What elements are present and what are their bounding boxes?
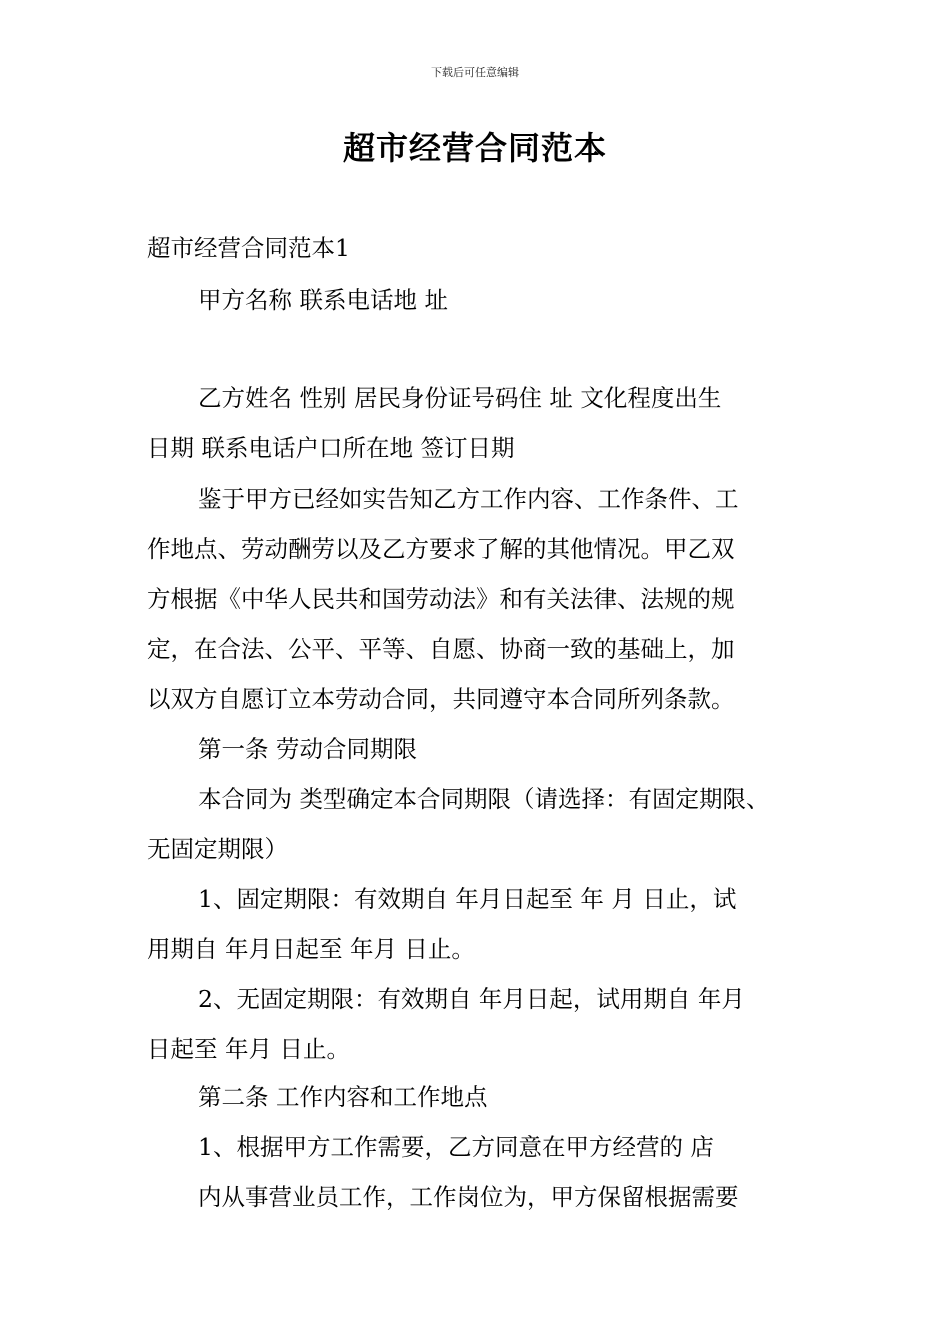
header-note: 下载后可任意编辑 [431,66,519,79]
preamble-line: 以双方自愿订立本劳动合同，共同遵守本合同所列条款。 [147,685,735,713]
preamble-line: 鉴于甲方已经如实告知乙方工作内容、工作条件、工 [198,485,739,513]
document-title: 超市经营合同范本 [342,129,607,167]
contract-type-line: 本合同为 类型确定本合同期限（请选择：有固定期限、 [198,785,770,813]
work-content-clause: 1、根据甲方工作需要，乙方同意在甲方经营的 店 [198,1133,714,1161]
article-one-heading: 第一条 劳动合同期限 [198,735,417,763]
open-term-clause: 日起至 年月 日止。 [147,1035,350,1063]
fixed-term-clause: 1、固定期限：有效期自 年月日起至 年 月 日止，试 [198,885,737,913]
fixed-term-clause: 用期自 年月日起至 年月 日止。 [147,935,475,963]
preamble-line: 作地点、劳动酬劳以及乙方要求了解的其他情况。甲乙双 [147,535,735,563]
party-a-fields: 甲方名称 联系电话地 址 [198,286,448,314]
article-two-heading: 第二条 工作内容和工作地点 [198,1083,488,1111]
open-term-clause: 2、无固定期限：有效期自 年月日起，试用期自 年月 [198,985,745,1013]
preamble-line: 定，在合法、公平、平等、自愿、协商一致的基础上，加 [147,635,735,663]
party-b-fields-continued: 日期 联系电话户口所在地 签订日期 [147,434,515,462]
preamble-line: 方根据《中华人民共和国劳动法》和有关法律、法规的规 [147,585,735,613]
work-content-clause: 内从事营业员工作，工作岗位为，甲方保留根据需要 [198,1183,739,1211]
contract-type-line: 无固定期限） [147,835,288,863]
party-b-fields: 乙方姓名 性别 居民身份证号码住 址 文化程度出生 [198,384,722,412]
section-heading: 超市经营合同范本1 [147,234,350,262]
